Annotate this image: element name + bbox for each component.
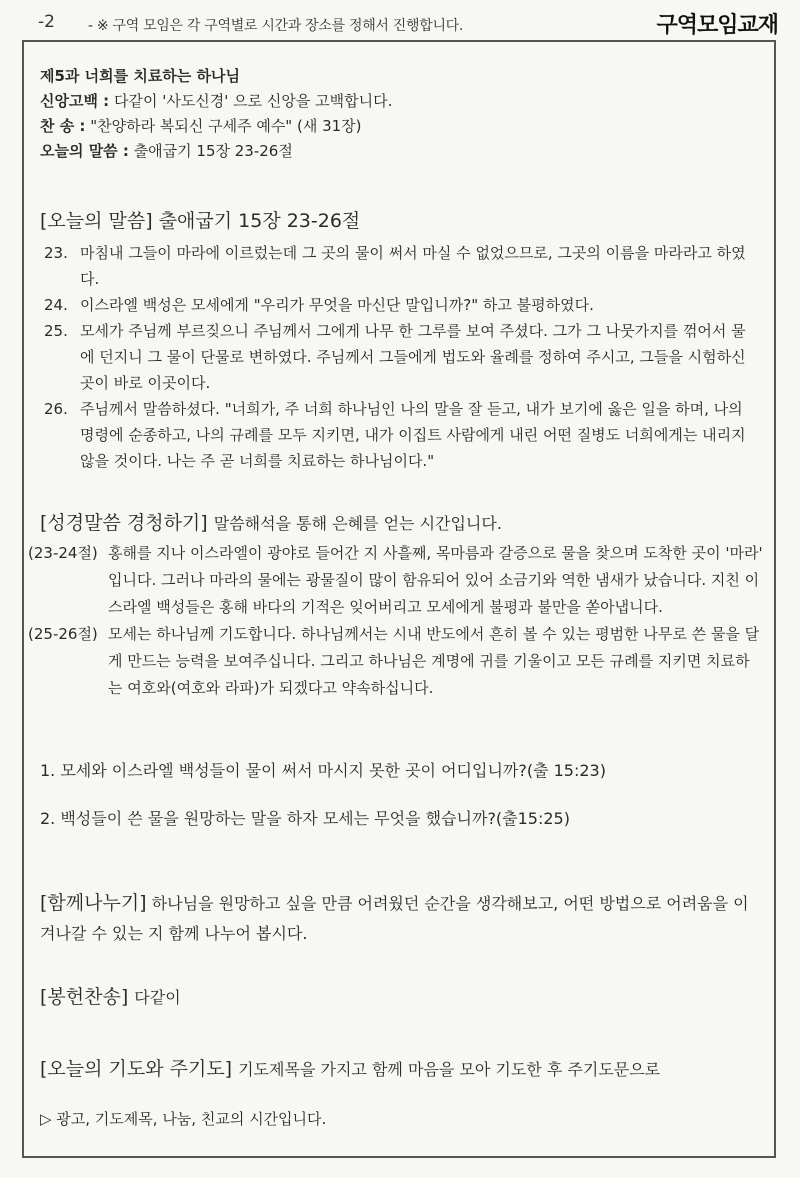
question-2: 2. 백성들이 쓴 물을 원망하는 말을 하자 모세는 무엇을 했습니까?(출15:25) xyxy=(40,809,570,828)
sharing-heading: [함께나누기] xyxy=(40,892,147,914)
verse-text: 주님께서 말씀하셨다. "너희가, 주 너희 하나님인 나의 말을 잘 듣고, 내가 보기에 옳은 일을 하며, 나의 명령에 순종하고, 나의 규례를 모두 지키면, 내가 이집트 사람에게 내린 어떤 질병도 너희에게는 내리지 않을 것이다. 나는 주 곧 너희를 치료하는 하나님이다." xyxy=(80,400,746,470)
prayer-row xyxy=(40,1054,660,1081)
commentary-heading-row xyxy=(40,508,502,535)
commentary-list xyxy=(28,540,764,702)
word-label: 오늘의 말씀 : xyxy=(40,142,129,160)
page-header xyxy=(22,6,782,36)
lesson-frame xyxy=(22,40,776,1158)
verse-item xyxy=(44,318,760,396)
booklet-brand: 구역모임교재 xyxy=(656,13,778,38)
word-line xyxy=(40,139,760,164)
commentary-text: 모세는 하나님께 기도합니다. 하나님께서는 시내 반도에서 흔히 볼 수 있는 평범한 나무로 쓴 물을 달게 만드는 능력을 보여주십니다. 그리고 하나님은 계명에 귀를 기울이고 모든 규례를 지키면 치료하는 여호와(여호와 라파)가 되겠다고 약속하십니다. xyxy=(108,625,760,697)
lesson-intro xyxy=(40,64,760,164)
creed-text: 다같이 '사도신경' 으로 신앙을 고백합니다. xyxy=(113,92,393,110)
question-1: 1. 모세와 이스라엘 백성들이 물이 써서 마시지 못한 곳이 어디입니까?(출 15:23) xyxy=(40,761,606,780)
word-text: 출애굽기 15장 23-26절 xyxy=(133,142,293,160)
commentary-subheading: 말씀해석을 통해 은혜를 얻는 시간입니다. xyxy=(213,514,502,533)
closing-line: ▷ 광고, 기도제목, 나눔, 친교의 시간입니다. xyxy=(40,1110,327,1128)
scripture-reference: 출애굽기 15장 23-26절 xyxy=(158,210,361,232)
meeting-notice: - ※ 구역 모임은 각 구역별로 시간과 장소를 정해서 진행합니다. xyxy=(88,18,464,34)
offering-row xyxy=(40,982,181,1009)
scripture-heading: [오늘의 말씀] xyxy=(40,210,153,232)
offering-heading: [봉헌찬송] xyxy=(40,986,129,1008)
scripture-heading-row xyxy=(40,206,360,233)
creed-label: 신앙고백 : xyxy=(40,92,110,110)
sharing-text: 하나님을 원망하고 싶을 만큼 어려웠던 순간을 생각해보고, 어떤 방법으로 어려움을 이겨나갈 수 있는 지 함께 나누어 봅시다. xyxy=(40,894,749,943)
verse-number: 23. xyxy=(44,244,68,262)
hymn-text: "찬양하라 복되신 구세주 예수" (새 31장) xyxy=(90,117,362,135)
verse-list xyxy=(44,240,760,474)
verse-text: 마침내 그들이 마라에 이르렀는데 그 곳의 물이 써서 마실 수 없었으므로, 그곳의 이름을 마라라고 하였다. xyxy=(80,244,746,288)
verse-number: 26. xyxy=(44,400,68,418)
verse-item xyxy=(44,240,760,292)
prayer-heading: [오늘의 기도와 주기도] xyxy=(40,1058,233,1080)
verse-range: (25-26절) xyxy=(28,625,98,643)
verse-text: 모세가 주님께 부르짖으니 주님께서 그에게 나무 한 그루를 보여 주셨다. 그가 그 나뭇가지를 꺾어서 물에 던지니 그 물이 단물로 변하였다. 주님께서 그들에게 법도와 율례를 정하여 주시고, 그들을 시험하신 곳이 바로 이곳이다. xyxy=(80,322,746,392)
commentary-heading: [성경말씀 경청하기] xyxy=(40,512,208,534)
verse-item xyxy=(44,396,760,474)
verse-range: (23-24절) xyxy=(28,544,98,562)
commentary-item xyxy=(28,540,764,621)
prayer-text: 기도제목을 가지고 함께 마음을 모아 기도한 후 주기도문으로 xyxy=(238,1060,661,1079)
lesson-title: 제5과 너희를 치료하는 하나님 xyxy=(40,67,240,85)
verse-number: 24. xyxy=(44,296,68,314)
verse-number: 25. xyxy=(44,322,68,340)
creed-line xyxy=(40,89,760,114)
offering-text: 다같이 xyxy=(134,988,181,1007)
hymn-label: 찬 송 : xyxy=(40,117,86,135)
sharing-section xyxy=(40,888,760,949)
verse-text: 이스라엘 백성은 모세에게 "우리가 무엇을 마신단 말입니까?" 하고 불평하였다. xyxy=(80,296,594,314)
verse-item xyxy=(44,292,760,318)
commentary-text: 홍해를 지나 이스라엘이 광야로 들어간 지 사흘째, 목마름과 갈증으로 물을 찾으며 도착한 곳이 '마라' 입니다. 그러나 마라의 물에는 광물질이 많이 함유되어 있어 소금기와 역한 냄새가 났습니다. 지친 이스라엘 백성들은 홍해 바다의 기적은 잊어버리고 모세에게 불평과 불만을 쏟아냅니다. xyxy=(108,544,763,616)
hymn-line xyxy=(40,114,760,139)
commentary-item xyxy=(28,621,764,702)
page-number: -2 xyxy=(38,12,55,32)
